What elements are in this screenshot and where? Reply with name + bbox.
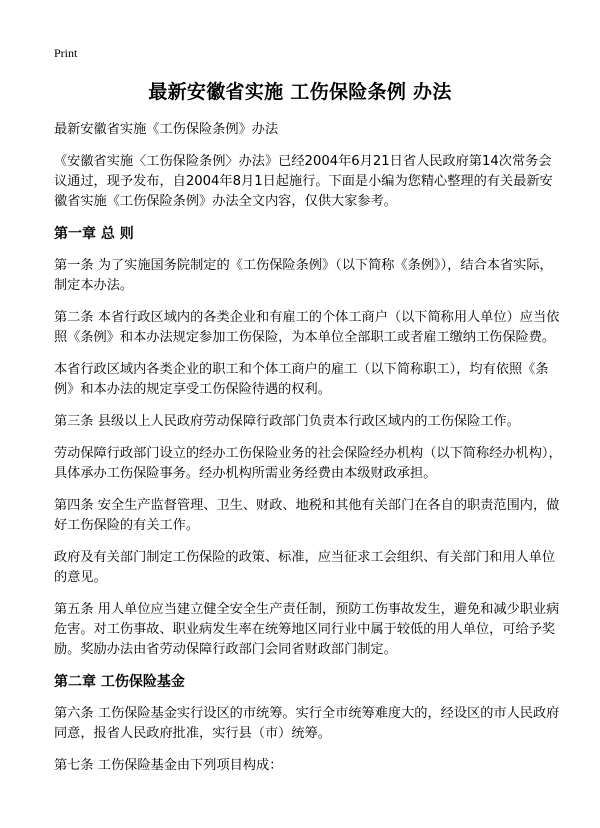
chapter-1-heading: 第一章 总 则 — [54, 226, 134, 242]
print-label: Print — [54, 46, 78, 60]
article-2-para-2: 本省行政区域内各类企业的职工和个体工商户的雇工（以下简称职工），均有依照《条例》和本办法的规定享受工伤保险待遇的权利。 — [54, 362, 549, 397]
document-body — [54, 120, 564, 788]
subtitle-paragraph: 最新安徽省实施《工伤保险条例》办法 — [54, 122, 279, 137]
article-4: 第四条 安全生产监督管理、卫生、财政、地税和其他有关部门在各自的职责范围内，做好工伤保险的有关工作。 — [54, 498, 560, 533]
article-3-para-2: 劳动保障行政部门设立的经办工伤保险业务的社会保险经办机构（以下简称经办机构），具体承办工伤保险事务。经办机构所需业务经费由本级财政承担。 — [54, 446, 562, 481]
intro-paragraph: 《安徽省实施〈工伤保险条例〉办法》已经2004年6月21日省人民政府第14次常务会议通过，现予发布，自2004年8月1日起施行。下面是小编为您精心整理的有关最新安徽省实施《工伤保险条例》办法全文内容，仅供大家参考。 — [54, 154, 553, 209]
article-1: 第一条 为了实施国务院制定的《工伤保险条例》（以下简称《条例》），结合本省实际，制定本办法。 — [54, 258, 553, 293]
article-2: 第二条 本省行政区域内的各类企业和有雇工的个体工商户（以下简称用人单位）应当依照《条例》和本办法规定参加工伤保险，为本单位全部职工或者雇工缴纳工伤保险费。 — [54, 310, 560, 345]
article-7: 第七条 工伤保险基金由下列项目构成： — [54, 758, 283, 773]
article-4-para-2: 政府及有关部门制定工伤保险的政策、标准，应当征求工会组织、有关部门和用人单位的意见。 — [54, 550, 556, 585]
chapter-2-heading: 第二章 工伤保险基金 — [54, 674, 185, 690]
article-6: 第六条 工伤保险基金实行设区的市统筹。实行全市统筹难度大的，经设区的市人民政府同意，报省人民政府批准，实行县（市）统筹。 — [54, 706, 560, 741]
document-title: 最新安徽省实施 工伤保险条例 办法 — [148, 81, 452, 103]
article-5: 第五条 用人单位应当建立健全安全生产责任制，预防工伤事故发生，避免和减少职业病危害。对工伤事故、职业病发生率在统筹地区同行业中属于较低的用人单位，可给予奖励。奖励办法由省劳动保障行政部门会同省财政部门制定。 — [54, 602, 560, 657]
article-3: 第三条 县级以上人民政府劳动保障行政部门负责本行政区域内的工伤保险工作。 — [54, 414, 520, 429]
